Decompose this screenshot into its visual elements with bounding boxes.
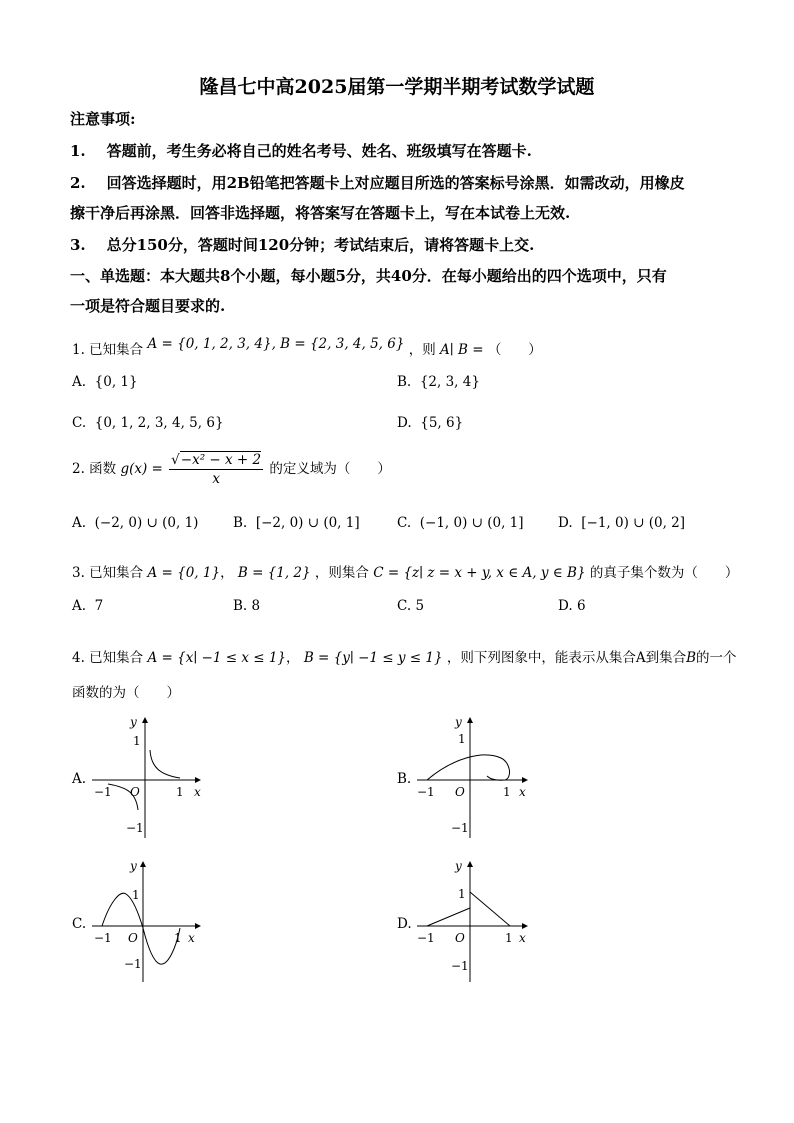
notice-item-2-line2: 擦干净后再涂黑．回答非选择题，将答案写在答题卡上，写在本试卷上无效.	[70, 204, 571, 222]
graph-b[interactable]	[413, 712, 533, 842]
set-b: B = {1, 2}	[237, 565, 311, 581]
notice-item-text: 总分150分，答题时间120分钟；考试结束后，请将答题卡上交.	[106, 236, 535, 254]
option-b[interactable]	[397, 374, 480, 390]
option-value: {0, 1}	[94, 374, 138, 390]
set-b: B = {y∣ −1 ≤ y ≤ 1}	[303, 650, 443, 666]
option-label: A.	[72, 598, 87, 614]
curve	[150, 750, 180, 778]
question-paren: （ ）	[487, 342, 542, 358]
option-c[interactable]	[397, 598, 424, 614]
option-a[interactable]: A.	[72, 771, 87, 787]
separator: ，	[286, 650, 300, 666]
origin-label: O	[130, 785, 140, 799]
option-label: A.	[72, 515, 87, 531]
tick-label: −1	[94, 785, 112, 799]
notice-item-text: 回答选择题时，用2B铅笔把答题卡上对应题目所选的答案标号涂黑．如需改动，用橡皮	[106, 174, 685, 192]
option-d[interactable]	[558, 598, 586, 614]
graph-c[interactable]	[88, 856, 208, 986]
question-prefix: 1. 已知集合	[72, 342, 144, 358]
tick-label: 1	[132, 888, 140, 902]
option-value: [−1, 0) ∪ (0, 2]	[581, 515, 686, 531]
tick-label: −1	[451, 821, 469, 835]
option-label: C.	[397, 598, 412, 614]
tick-label: −1	[451, 959, 469, 973]
option-value: (−2, 0) ∪ (0, 1)	[94, 515, 199, 531]
x-label: x	[188, 931, 195, 945]
option-value: {5, 6}	[420, 415, 464, 431]
question-prefix: 4. 已知集合	[72, 650, 144, 666]
question-suffix: 的定义域为（ ）	[269, 461, 391, 477]
option-label: B.	[233, 515, 248, 531]
notice-heading: 注意事项:	[70, 110, 136, 128]
section-heading-line2: 一项是符合题目要求的.	[70, 297, 226, 315]
option-b[interactable]	[233, 598, 260, 614]
y-label: y	[455, 859, 462, 873]
option-label: C.	[72, 415, 87, 431]
curve	[427, 755, 510, 780]
origin-label: O	[455, 931, 465, 945]
notice-item-num: 2.	[70, 174, 86, 192]
set-b-name: B	[686, 650, 697, 666]
tick-label: 1	[133, 734, 141, 748]
option-value: 5	[415, 598, 425, 614]
tick-label: −1	[417, 785, 435, 799]
x-label: x	[519, 785, 526, 799]
question-ask: ，则	[408, 342, 436, 358]
graph-d[interactable]	[413, 856, 533, 986]
option-label: C.	[397, 515, 412, 531]
option-c[interactable]	[72, 415, 224, 431]
graph-a[interactable]	[88, 712, 208, 842]
option-d[interactable]: D.	[397, 916, 412, 932]
option-label: D.	[558, 598, 573, 614]
denominator: x	[212, 471, 220, 487]
option-label: D.	[397, 415, 412, 431]
segment	[470, 892, 510, 926]
question-prefix: 3. 已知集合	[72, 565, 144, 581]
tick-label: 1	[176, 785, 184, 799]
option-value: 6	[576, 598, 586, 614]
fraction: $\frac{\text{√−x² − x + 2}}{x}$	[171, 452, 262, 487]
option-b[interactable]	[233, 515, 360, 531]
option-a[interactable]	[72, 598, 103, 614]
option-value: 8	[251, 598, 261, 614]
origin-label: O	[128, 931, 138, 945]
question-2	[72, 452, 391, 487]
notice-item-3	[70, 234, 534, 255]
x-label: x	[519, 931, 526, 945]
tick-label: −1	[126, 821, 144, 835]
tick-label: 1	[174, 931, 182, 945]
segment	[427, 908, 470, 926]
option-label: A.	[72, 374, 87, 390]
x-label: x	[194, 785, 201, 799]
question-1	[72, 338, 542, 358]
option-d[interactable]	[397, 415, 463, 431]
tick-label: −1	[124, 957, 142, 971]
option-value: {2, 3, 4}	[419, 374, 480, 390]
question-4-line2: 函数的为（ ）	[72, 685, 180, 701]
y-label: y	[130, 715, 137, 729]
question-mid: ，则集合	[314, 565, 369, 581]
set-a: A = {x∣ −1 ≤ x ≤ 1}	[147, 650, 287, 666]
option-a[interactable]	[72, 374, 138, 390]
option-c[interactable]	[397, 515, 524, 531]
set-c: C = {z∣ z = x + y, x ∈ A, y ∈ B}	[373, 565, 586, 581]
option-c[interactable]: C.	[72, 916, 87, 932]
notice-item-2	[70, 172, 685, 193]
notice-item-num: 3.	[70, 236, 86, 254]
option-value: (−1, 0) ∪ (0, 1]	[419, 515, 524, 531]
tick-label: −1	[94, 931, 112, 945]
question-4	[72, 646, 737, 666]
option-label: D.	[558, 515, 573, 531]
question-prefix: 2. 函数	[72, 461, 117, 477]
page-title: 隆昌七中高2025届第一学期半期考试数学试题	[199, 76, 595, 98]
question-suffix: 的一个	[696, 650, 737, 666]
question-func: g(x) =	[120, 461, 163, 477]
curve	[102, 893, 180, 964]
tick-label: 1	[503, 785, 511, 799]
tick-label: −1	[417, 931, 435, 945]
option-value: {0, 1, 2, 3, 4, 5, 6}	[94, 415, 224, 431]
option-a[interactable]	[72, 515, 198, 531]
option-label: B.	[397, 374, 412, 390]
notice-item-num: 1.	[70, 142, 86, 160]
option-value: 7	[94, 598, 104, 614]
y-label: y	[130, 859, 137, 873]
option-b[interactable]: B.	[397, 771, 412, 787]
option-value: [−2, 0) ∪ (0, 1]	[255, 515, 360, 531]
notice-item-text: 答题前，考生务必将自己的姓名考号、姓名、班级填写在答题卡.	[106, 142, 532, 160]
origin-label: O	[455, 785, 465, 799]
option-d[interactable]	[558, 515, 685, 531]
question-3	[72, 561, 738, 581]
question-suffix: 的真子集个数为（ ）	[589, 565, 739, 581]
y-label: y	[455, 715, 462, 729]
tick-label: 1	[458, 732, 466, 746]
tick-label: 1	[458, 887, 466, 901]
separator: ，	[220, 565, 234, 581]
question-mid: ，则下列图象中，能表示从集合A到集合	[446, 650, 687, 666]
option-label: B.	[233, 598, 248, 614]
radicand: −x² − x + 2	[180, 452, 262, 468]
question-expr: A∣ B =	[440, 342, 484, 358]
question-sets: A = {0, 1, 2, 3, 4}, B = {2, 3, 4, 5, 6}	[147, 336, 405, 352]
set-a: A = {0, 1}	[147, 565, 221, 581]
tick-label: 1	[505, 931, 513, 945]
section-heading-line1: 一、单选题：本大题共8个小题，每小题5分，共40分．在每小题给出的四个选项中，只有	[70, 267, 667, 285]
notice-item-1	[70, 140, 532, 161]
